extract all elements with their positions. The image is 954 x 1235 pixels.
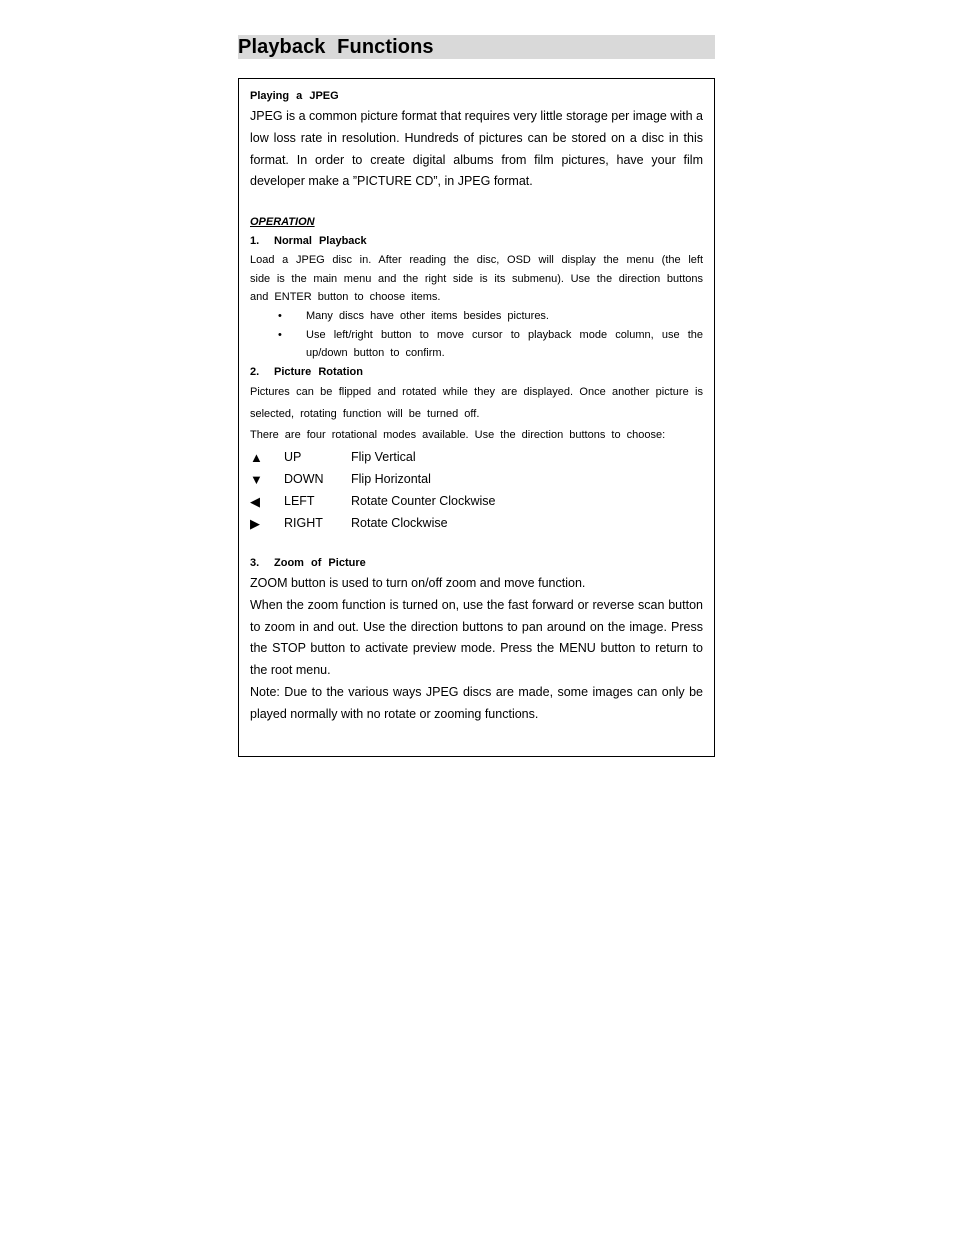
rotation-modes-list <box>250 447 703 534</box>
page-title: Playback Functions <box>238 36 434 58</box>
down-arrow-icon: ▼ <box>250 472 263 487</box>
content-inner <box>250 87 703 726</box>
heading-number: 1. <box>250 235 260 248</box>
rotation-mode-row <box>250 513 703 535</box>
picture-rotation-heading <box>250 363 703 382</box>
normal-playback-heading <box>250 232 703 251</box>
content-box <box>238 78 715 757</box>
heading-number: 2. <box>250 366 260 379</box>
normal-playback-body: Load a JPEG disc in. After reading the disc, OSD will display the menu (the left side is the main menu and the right side is its submenu). Use the direction buttons and ENTER button to choose items. <box>250 253 703 304</box>
rotation-mode-row <box>250 491 703 513</box>
page-header <box>238 35 715 59</box>
heading-number: 3. <box>250 557 260 570</box>
mode-description: Rotate Counter Clockwise <box>351 493 496 508</box>
spacer <box>250 534 703 554</box>
intro-paragraph: JPEG is a common picture format that requires very little storage per image with a low loss rate in resolution. Hundreds of pictures can be stored on a disc in this format. In order to create digital albums from film pictures, have your film developer make a ”PICTURE CD”, in JPEG format. <box>250 109 703 189</box>
mode-key: RIGHT <box>284 515 323 530</box>
heading-text: Picture Rotation <box>274 366 363 379</box>
left-arrow-icon: ◀ <box>250 493 260 509</box>
mode-key: DOWN <box>284 472 324 486</box>
list-item <box>250 307 703 326</box>
picture-rotation-modes-intro: There are four rotational modes available. Use the direction buttons to choose: <box>250 429 666 442</box>
rotation-mode-row <box>250 469 703 491</box>
zoom-body: When the zoom function is turned on, use the fast forward or reverse scan button to zoom in and out. Use the direction buttons to pan around on the image. Press the STOP button to activate preview mode. Press the MENU button to return to the root menu. <box>250 597 703 678</box>
up-arrow-icon: ▲ <box>250 450 263 466</box>
zoom-heading <box>250 554 703 573</box>
zoom-line: ZOOM button is used to turn on/off zoom and move function. <box>250 576 586 591</box>
mode-key: LEFT <box>284 493 315 508</box>
list-item-text: Many discs have other items besides pictures. <box>306 310 549 322</box>
mode-description: Flip Horizontal <box>351 472 431 486</box>
rotation-mode-row <box>250 447 703 469</box>
mode-description: Rotate Clockwise <box>351 515 448 530</box>
operation-label: OPERATION <box>250 216 315 229</box>
right-arrow-icon: ▶ <box>250 515 260 531</box>
mode-description: Flip Vertical <box>351 450 416 465</box>
normal-playback-bullets <box>250 307 703 363</box>
list-item-text: Use left/right button to move cursor to playback mode column, use the up/down button to confirm. <box>306 328 703 360</box>
section-title: Playing a JPEG <box>250 90 339 102</box>
picture-rotation-body: Pictures can be flipped and rotated while they are displayed. Once another picture is selected, rotating function will be turned off. <box>250 385 703 420</box>
mode-key: UP <box>284 450 302 465</box>
bullet-icon: • <box>278 328 282 341</box>
list-item <box>250 326 703 363</box>
heading-text: Zoom of Picture <box>274 557 366 570</box>
zoom-note: Note: Due to the various ways JPEG discs are made, some images can only be played normally with no rotate or zooming functions. <box>250 685 703 721</box>
heading-text: Normal Playback <box>274 235 367 248</box>
bullet-icon: • <box>278 310 282 322</box>
